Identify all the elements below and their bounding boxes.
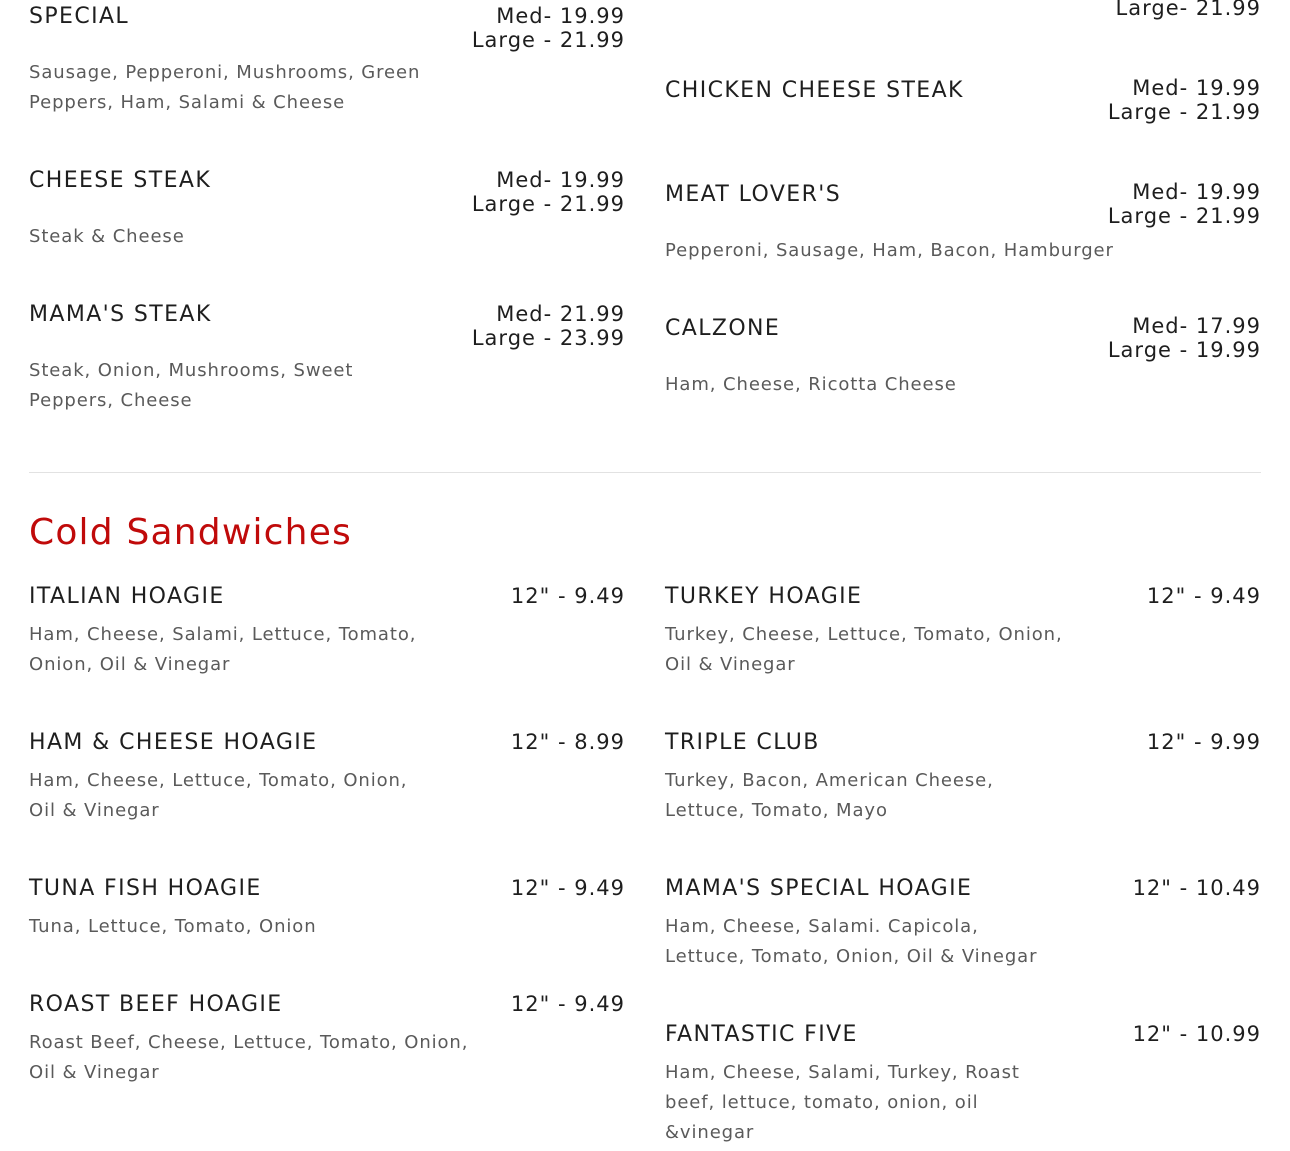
item-description: Ham, Cheese, Salami. Capicola, Lettuce, Tomato, Onion, Oil & Vinegar [665, 916, 1038, 967]
item-price [472, 302, 625, 350]
price-large: Large - 19.99 [1107, 338, 1261, 362]
price-large: Large - 21.99 [1107, 204, 1261, 228]
section-title-cold-sandwiches: Cold Sandwiches [29, 512, 352, 553]
price-large: Large - 21.99 [471, 192, 625, 216]
price-large: Large - 23.99 [471, 326, 625, 350]
item-name: MAMA'S STEAK [29, 302, 212, 327]
item-name: CHICKEN CHEESE STEAK [665, 78, 964, 103]
price-large: Large - 21.99 [1107, 100, 1261, 124]
item-price: 12" - 10.99 [1132, 1022, 1261, 1046]
price-large: Large- 21.99 [1115, 0, 1261, 20]
item-description: Steak, Onion, Mushrooms, Sweet Peppers, Cheese [29, 360, 354, 411]
item-description: Tuna, Lettuce, Tomato, Onion [29, 916, 317, 937]
item-name: MAMA'S SPECIAL HOAGIE [665, 876, 973, 901]
item-price [1108, 314, 1261, 362]
item-price: 12" - 9.49 [1146, 584, 1261, 608]
item-price: 12" - 9.49 [510, 876, 625, 900]
item-name: TRIPLE CLUB [665, 730, 820, 755]
price-medium: Med- 19.99 [1132, 180, 1261, 204]
item-price: 12" - 9.49 [510, 992, 625, 1016]
price-medium: Med- 21.99 [496, 302, 625, 326]
item-name: MEAT LOVER'S [665, 182, 842, 207]
item-price [1108, 180, 1261, 228]
item-name: CHEESE STEAK [29, 168, 212, 193]
item-name: TUNA FISH HOAGIE [29, 876, 262, 901]
item-name: ROAST BEEF HOAGIE [29, 992, 283, 1017]
item-price [1116, 0, 1261, 20]
item-price [472, 168, 625, 216]
item-price: 12" - 8.99 [510, 730, 625, 754]
price-large: Large - 21.99 [471, 28, 625, 52]
price-medium: Med- 19.99 [1132, 76, 1261, 100]
item-name: CALZONE [665, 316, 781, 341]
item-name: FANTASTIC FIVE [665, 1022, 858, 1047]
price-medium: Med- 17.99 [1132, 314, 1261, 338]
item-description: Turkey, Cheese, Lettuce, Tomato, Onion, Oil & Vinegar [665, 624, 1063, 675]
item-name: ITALIAN HOAGIE [29, 584, 225, 609]
price-medium: Med- 19.99 [496, 168, 625, 192]
item-description: Ham, Cheese, Salami, Lettuce, Tomato, Onion, Oil & Vinegar [29, 624, 417, 675]
item-price [472, 4, 625, 52]
section-divider [29, 472, 1261, 473]
item-name: TURKEY HOAGIE [665, 584, 863, 609]
price-medium: Med- 19.99 [496, 4, 625, 28]
item-description: Ham, Cheese, Salami, Turkey, Roast beef, lettuce, tomato, onion, oil &vinegar [665, 1062, 1020, 1143]
item-description: Steak & Cheese [29, 226, 185, 247]
item-description: Sausage, Pepperoni, Mushrooms, Green Peppers, Ham, Salami & Cheese [29, 62, 421, 113]
item-name: SPECIAL [29, 4, 130, 29]
item-price: 12" - 9.49 [510, 584, 625, 608]
item-price: 12" - 9.99 [1146, 730, 1261, 754]
item-description: Ham, Cheese, Ricotta Cheese [665, 374, 957, 395]
item-description: Ham, Cheese, Lettuce, Tomato, Onion, Oil & Vinegar [29, 770, 408, 821]
item-price: 12" - 10.49 [1132, 876, 1261, 900]
item-price [1108, 76, 1261, 124]
item-description: Pepperoni, Sausage, Ham, Bacon, Hamburger [665, 240, 1114, 261]
item-name: HAM & CHEESE HOAGIE [29, 730, 318, 755]
item-description: Turkey, Bacon, American Cheese, Lettuce, Tomato, Mayo [665, 770, 994, 821]
item-description: Roast Beef, Cheese, Lettuce, Tomato, Onion, Oil & Vinegar [29, 1032, 469, 1083]
